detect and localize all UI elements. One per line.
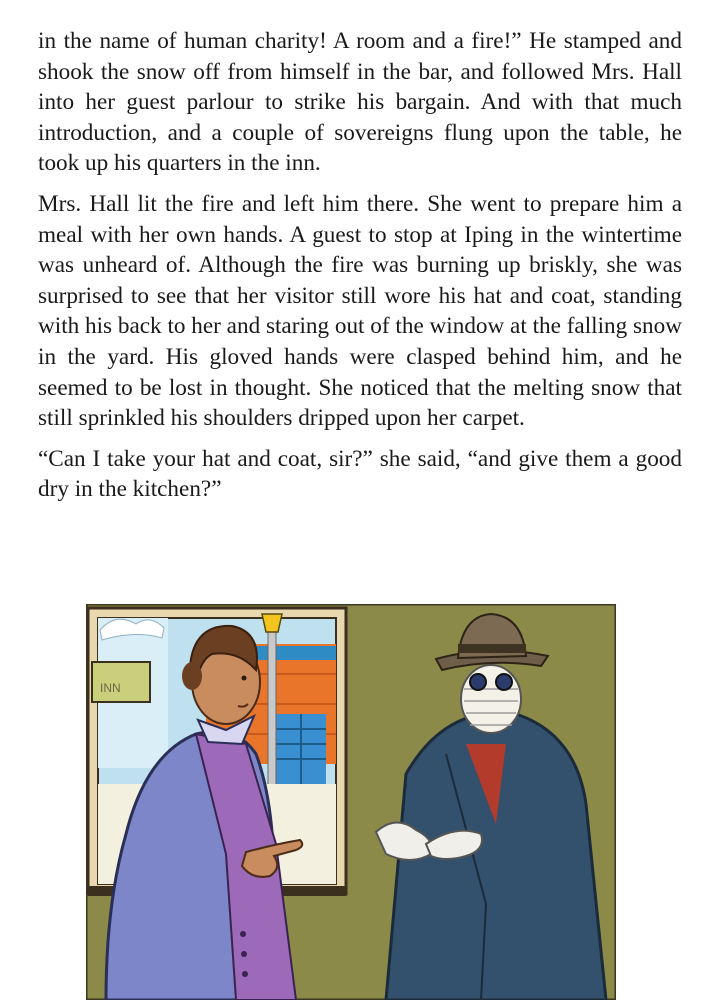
sign-text: INN	[100, 681, 121, 695]
paragraph-3: “Can I take your hat and coat, sir?” she said, “and give them a good dry in the kitchen?”	[38, 445, 682, 503]
paragraph-2: Mrs. Hall lit the fire and left him there. She went to prepare him a meal with her own hands. A guest to stop at Iping in the wintertime was unheard of. Although the fire was burning up briskly, she was surprised to see that her visitor still wore his hat and coat, standing with his back to her and staring out of the window at the falling snow in the yard. His gloved hands were clasped behind him, and he seemed to be lost in thought. She noticed that the melting snow that still sprinkled his shoulders dripped upon her carpet.	[38, 190, 682, 432]
story-text	[38, 26, 682, 515]
story-illustration	[86, 604, 616, 1000]
paragraph-1: in the name of human charity! A room and a fire!” He stamped and shook the snow off from himself in the bar, and followed Mrs. Hall into her guest parlour to strike his bargain. And with that much introduction, and a couple of sovereigns flung upon the table, he took up his quarters in the inn.	[38, 28, 682, 177]
